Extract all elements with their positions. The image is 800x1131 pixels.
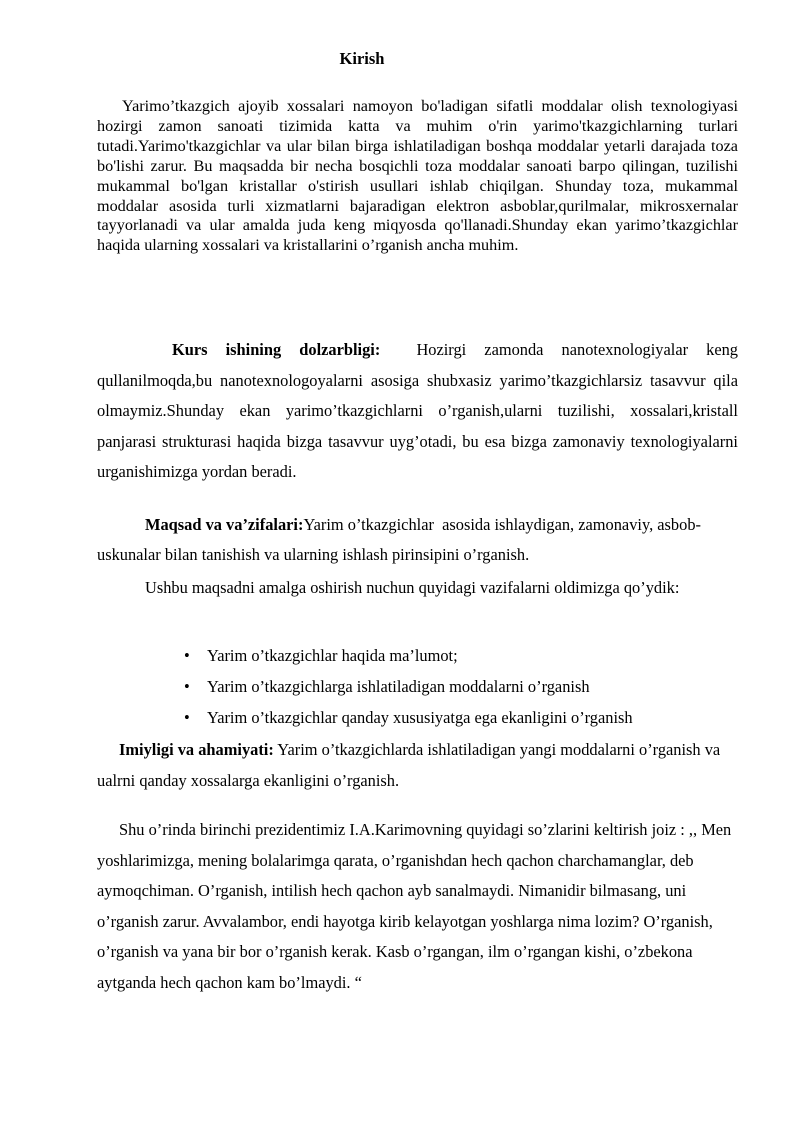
tasks-list bbox=[184, 640, 633, 733]
list-item bbox=[184, 702, 633, 733]
quote-paragraph: Shu o’rinda birinchi prezidentimiz I.A.Karimovning quyidagi so’zlarini keltirish joiz : ,, Men yoshlarimizga, mening bolalarimga qarata, o’rganishdan hech qachon charchamanglar, deb aymoqchiman. O’rganish, intilish hech qachon ayb sanalmaydi. Nimanidir bilmasang, uni o’rganish zarur. Avvalambor, endi hayotga kirib kelayotgan yoshlarga nima lozim? O’rganish, o’rganish va yana bir bor o’rganish kerak. Kasb o’rgangan, ilm o’rgangan kishi, o’zbekona aytganda hech qachon kam bo’lmaydi. “ bbox=[97, 820, 732, 992]
tasks-intro: Ushbu maqsadni amalga oshirish nuchun quyidagi vazifalarni oldimizga qo’ydik: bbox=[145, 578, 680, 597]
relevance-paragraph bbox=[97, 335, 743, 488]
task-text: Yarim o’tkazgichlarga ishlatiladigan moddalarni o’rganish bbox=[207, 677, 590, 696]
list-item bbox=[184, 671, 633, 702]
importance-paragraph bbox=[97, 735, 738, 796]
importance-text: Yarim o’tkazgichlarda ishlatiladigan yangi moddalarni o’rganish va ualrni qanday xossalarga ekanligini o’rganish. bbox=[97, 740, 725, 790]
list-item bbox=[184, 640, 633, 671]
task-text: Yarim o’tkazgichlar qanday xususiyatga ega ekanligini o’rganish bbox=[207, 708, 633, 727]
task-text: Yarim o’tkazgichlar haqida ma’lumot; bbox=[207, 646, 458, 665]
relevance-heading: Kurs ishining dolzarbligi: bbox=[172, 340, 381, 359]
intro-paragraph: Yarimo’tkazgich ajoyib xossalari namoyon bo'ladigan sifatli moddalar olish texnologiyasi hozirgi zamon sanoati tizimida katta va muhim o'rin yarimo'tkazgichlarning turlari tutadi.Yarimo'tkazgichlar va ular bilan birga ishlatiladigan boshqa moddalar yetarli darajada toza bo'lishi zarur. Bu maqsadda bir necha bosqichli toza moddalar sanoati barpo qilingan, tuzilishi mukammal bo'lgan kristallar o'stirish usullari ishlab chiqilgan. Shunday toza, mukammal moddalar asosida turli xizmatlarni bajaradigan elektron asboblar,qurilmalar, mikrosxernalar tayyorlanadi va ular amalda juda keng miqyosda qo'llanadi.Shunday ekan yarimo’tkazgichlar haqida ularning xossalari va kristallarini o’rganish ancha muhim. bbox=[97, 97, 738, 255]
bullet-icon: • bbox=[184, 677, 190, 696]
goals-heading: Maqsad va va’zifalari: bbox=[145, 515, 304, 534]
goals-text: Yarim o’tkazgichlar asosida ishlaydigan, zamonaviy, asbob-uskunalar bilan tanishish va ularning ishlash pirinsipini o’rganish. bbox=[97, 515, 701, 564]
importance-heading: Imiyligi va ahamiyati: bbox=[119, 740, 274, 759]
page-title: Kirish bbox=[339, 49, 385, 68]
bullet-icon: • bbox=[184, 646, 190, 665]
goals-paragraph bbox=[97, 510, 738, 570]
bullet-icon: • bbox=[184, 708, 190, 727]
relevance-text: Hozirgi zamonda nanotexnologiyalar keng qullanilmoqda,bu nanotexnologoyalarni asosiga shubxasiz yarimo’tkazgichlarsiz tasavvur qila olmaymiz.Shunday ekan yarimo’tkazgichlarni o’rganish,ularni tuzilishi, xossalari,kristall panjarasi strukturasi haqida bizga tasavvur uyg’otadi, bu esa bizga zamonaviy texnologiyalarni urganishimizga yordan beradi. bbox=[97, 340, 743, 482]
